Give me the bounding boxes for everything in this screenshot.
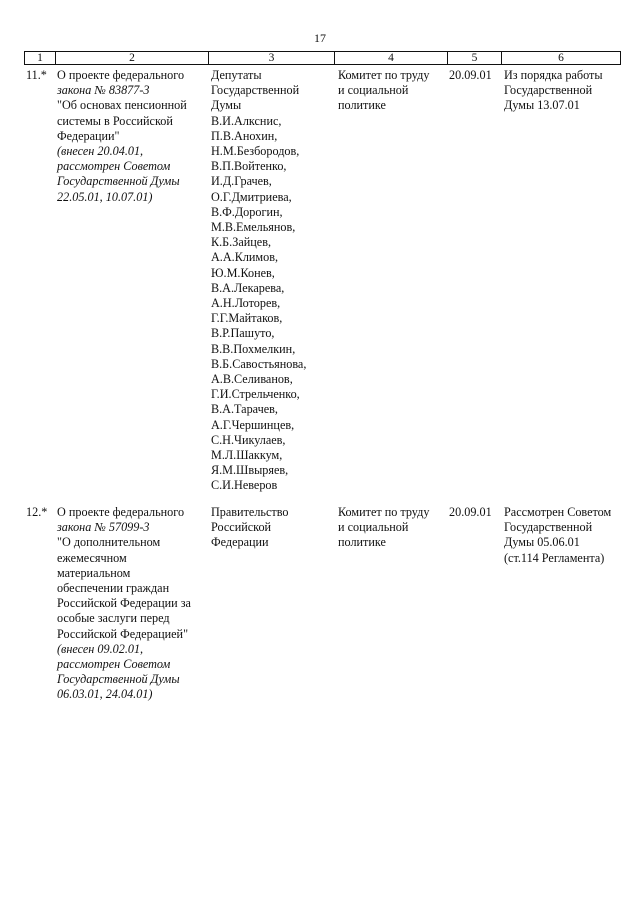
note-line: Государственной	[504, 520, 593, 535]
initiator-line: В.Б.Савостьянова,	[211, 356, 307, 371]
bill-name-line: Российской Федерации за	[57, 596, 191, 611]
initiator-line: К.Б.Зайцев,	[211, 235, 271, 250]
initiator-line: Г.Г.Майтаков,	[211, 311, 283, 326]
bill-title: О проекте федерального	[57, 68, 185, 82]
bill-name-line: материальном	[57, 565, 131, 580]
initiator-line: В.Ф.Дорогин,	[211, 204, 283, 219]
committee-line: политике	[338, 535, 386, 550]
bill-status-line: рассмотрен Советом	[57, 159, 171, 174]
initiator-line: О.Г.Дмитриева,	[211, 189, 292, 204]
bill-name-line: "О дополнительном	[57, 535, 161, 550]
bill-name-line: обеспечении граждан	[57, 581, 170, 596]
committee-line: и социальной	[338, 520, 409, 535]
initiator-line: С.Н.Чикулаев,	[211, 432, 286, 447]
initiator-line: А.Г.Чершинцев,	[211, 417, 295, 432]
initiator-line: П.В.Анохин,	[211, 128, 278, 143]
initiator-line: А.А.Климов,	[211, 250, 279, 265]
committee	[338, 505, 446, 551]
initiator-line: Думы	[211, 98, 242, 113]
bill-description	[57, 68, 207, 205]
bill-status-line: 06.03.01, 24.04.01)	[57, 687, 153, 702]
committee-line: и социальной	[338, 83, 409, 98]
initiator-line: В.А.Лекарева,	[211, 280, 285, 295]
column-header-5: 5	[448, 52, 502, 65]
column-header-6: 6	[502, 52, 621, 65]
date: 20.09.01	[449, 505, 492, 519]
initiator-line: Федерации	[211, 535, 269, 550]
initiator-line: М.В.Емельянов,	[211, 220, 296, 235]
committee-line: политике	[338, 98, 386, 113]
column-header-2: 2	[56, 52, 209, 65]
committee-line: Комитет по труду	[338, 68, 430, 82]
note	[504, 68, 622, 114]
initiator-line: В.В.Похмелкин,	[211, 341, 296, 356]
initiator-line: Правительство	[211, 505, 289, 519]
row-number: 11.*	[26, 68, 47, 82]
bill-name-line: Российской Федерацией"	[57, 626, 189, 641]
initiator-line: В.А.Тарачев,	[211, 402, 278, 417]
column-header-4: 4	[335, 52, 448, 65]
initiator-line: Н.М.Безбородов,	[211, 144, 300, 159]
note-line: Из порядка работы	[504, 68, 603, 82]
initiator-line: В.П.Войтенко,	[211, 159, 287, 174]
bill-name-line: Федерации"	[57, 128, 120, 143]
initiator-line: Я.М.Швыряев,	[211, 463, 289, 478]
bill-status-line: (внесен 09.02.01,	[57, 641, 144, 656]
bill-status-line: Государственной Думы	[57, 672, 180, 687]
bill-status-line: Государственной Думы	[57, 174, 180, 189]
bill-name-line: особые заслуги перед	[57, 611, 170, 626]
row-number: 12.*	[26, 505, 48, 519]
initiator-line: Депутаты	[211, 68, 262, 82]
initiator-line: Г.И.Стрельченко,	[211, 387, 300, 402]
note-line: Думы 05.06.01	[504, 535, 580, 550]
date: 20.09.01	[449, 68, 492, 82]
committee-line: Комитет по труду	[338, 505, 430, 519]
note-line: (ст.114 Регламента)	[504, 550, 605, 565]
note-line: Государственной	[504, 83, 593, 98]
initiator-line: И.Д.Грачев,	[211, 174, 272, 189]
bill-title: О проекте федерального	[57, 505, 185, 519]
initiator-list	[211, 505, 329, 551]
initiator-line: В.И.Алкснис,	[211, 113, 282, 128]
bill-name-line: "Об основах пенсионной	[57, 98, 187, 113]
initiator-line: А.В.Селиванов,	[211, 372, 293, 387]
column-header-row	[24, 51, 621, 65]
initiator-line: Государственной	[211, 83, 300, 98]
initiator-line: А.Н.Лоторев,	[211, 296, 281, 311]
initiator-line: С.И.Неверов	[211, 478, 278, 493]
initiator-list	[211, 68, 329, 494]
page-number: 17	[314, 31, 326, 45]
initiator-line: Ю.М.Конев,	[211, 265, 275, 280]
bill-number: закона № 83877-3	[57, 83, 150, 98]
initiator-line: Российской	[211, 520, 272, 535]
bill-name-line: ежемесячном	[57, 550, 127, 565]
bill-description	[57, 505, 207, 703]
bill-status-line: 22.05.01, 10.07.01)	[57, 189, 153, 204]
bill-status-line: рассмотрен Советом	[57, 657, 171, 672]
initiator-line: В.Р.Пашуто,	[211, 326, 275, 341]
bill-name-line: системы в Российской	[57, 113, 173, 128]
column-header-3: 3	[209, 52, 335, 65]
column-header-1: 1	[25, 52, 56, 65]
bill-number: закона № 57099-3	[57, 520, 150, 535]
initiator-line: М.Л.Шаккум,	[211, 448, 283, 463]
bill-status-line: (внесен 20.04.01,	[57, 144, 144, 159]
note-line: Думы 13.07.01	[504, 98, 580, 113]
committee	[338, 68, 446, 114]
note-line: Рассмотрен Советом	[504, 505, 612, 519]
note	[504, 505, 622, 566]
